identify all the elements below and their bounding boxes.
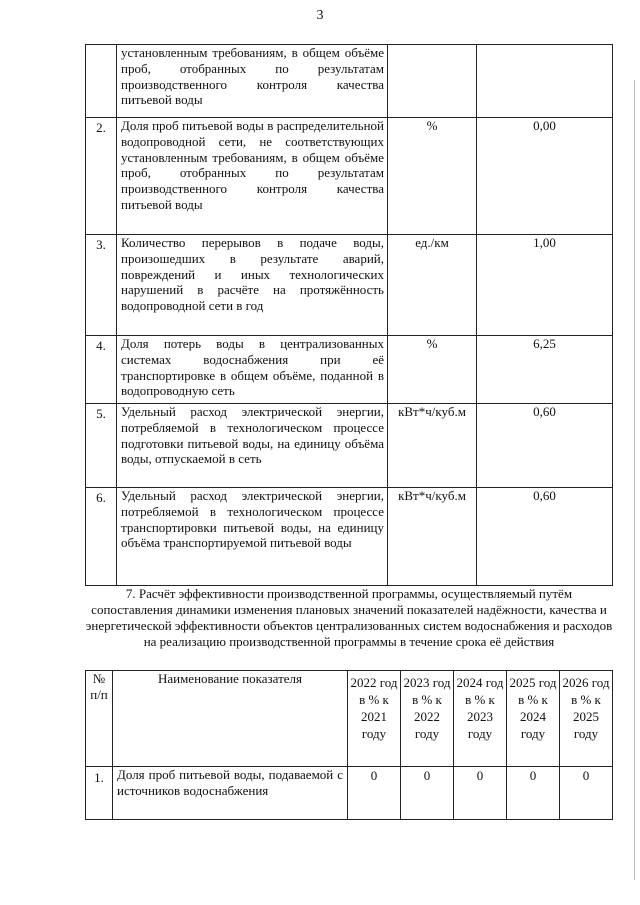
value-cell: 0,60: [477, 488, 613, 586]
table-row: [86, 118, 613, 235]
row-number: 6.: [86, 488, 117, 586]
table-row: [86, 336, 613, 404]
table-header-row: [86, 671, 613, 767]
value-2025: 0: [507, 767, 560, 820]
row-number: 2.: [86, 118, 117, 235]
indicator-name: установленным требованиям, в общем объёме проб, отобранных по результатам производственного контроля качества питьевой воды: [117, 45, 388, 118]
value-2022: 0: [348, 767, 401, 820]
header-year-2022: 2022 год в % к 2021 году: [348, 671, 401, 767]
unit-cell: кВт*ч/куб.м: [388, 488, 477, 586]
value-2023: 0: [401, 767, 454, 820]
indicator-name: Удельный расход электрической энергии, потребляемой в технологическом процессе подготовки питьевой воды, на единицу объёма воды, отпускаемой в сеть: [117, 404, 388, 488]
indicator-name: Количество перерывов в подаче воды, произошедших в результате аварий, повреждений и иных технологических нарушений в расчёте на протяжённость водопроводной сети в год: [117, 235, 388, 336]
unit-cell: %: [388, 118, 477, 235]
unit-cell: кВт*ч/куб.м: [388, 404, 477, 488]
scan-edge-line: [634, 80, 635, 880]
table-row: [86, 767, 613, 820]
header-number: № п/п: [86, 671, 113, 767]
header-year-2025: 2025 год в % к 2024 году: [507, 671, 560, 767]
value-2026: 0: [560, 767, 613, 820]
value-2024: 0: [454, 767, 507, 820]
value-cell: [477, 45, 613, 118]
row-number: 3.: [86, 235, 117, 336]
section-title: 7. Расчёт эффективности производственной программы, осуществляемый путём сопоставления динамики изменения плановых значений показателей надёжности, качества и энергетической эффективности объектов централизованных систем водоснабжения и расходов на реализацию производственной программы в течение срока её действия: [85, 586, 613, 649]
indicator-name: Доля потерь воды в централизованных системах водоснабжения при её транспортировке в общем объёме, поданной в водопроводную сеть: [117, 336, 388, 404]
unit-cell: ед./км: [388, 235, 477, 336]
table-row: [86, 404, 613, 488]
unit-cell: [388, 45, 477, 118]
header-year-2023: 2023 год в % к 2022 году: [401, 671, 454, 767]
row-number: 4.: [86, 336, 117, 404]
value-cell: 0,60: [477, 404, 613, 488]
indicators-table: [85, 44, 613, 586]
value-cell: 0,00: [477, 118, 613, 235]
indicator-name: Доля проб питьевой воды, подаваемой с источников водоснабжения: [113, 767, 348, 820]
indicator-name: Доля проб питьевой воды в распределительной водопроводной сети, не соответствующих установленным требованиям, в общем объёме проб, отобранных по результатам производственного контроля качества питьевой воды: [117, 118, 388, 235]
header-year-2026: 2026 год в % к 2025 году: [560, 671, 613, 767]
value-cell: 1,00: [477, 235, 613, 336]
row-number: 1.: [86, 767, 113, 820]
table-row: [86, 45, 613, 118]
unit-cell: %: [388, 336, 477, 404]
value-cell: 6,25: [477, 336, 613, 404]
row-number: [86, 45, 117, 118]
efficiency-table: [85, 670, 613, 820]
table-row: [86, 488, 613, 586]
page-number: 3: [316, 8, 324, 23]
header-year-2024: 2024 год в % к 2023 году: [454, 671, 507, 767]
indicator-name: Удельный расход электрической энергии, потребляемой в технологическом процессе транспортировки питьевой воды, на единицу объёма транспортируемой питьевой воды: [117, 488, 388, 586]
header-indicator-name: Наименование показателя: [113, 671, 348, 767]
row-number: 5.: [86, 404, 117, 488]
table-row: [86, 235, 613, 336]
